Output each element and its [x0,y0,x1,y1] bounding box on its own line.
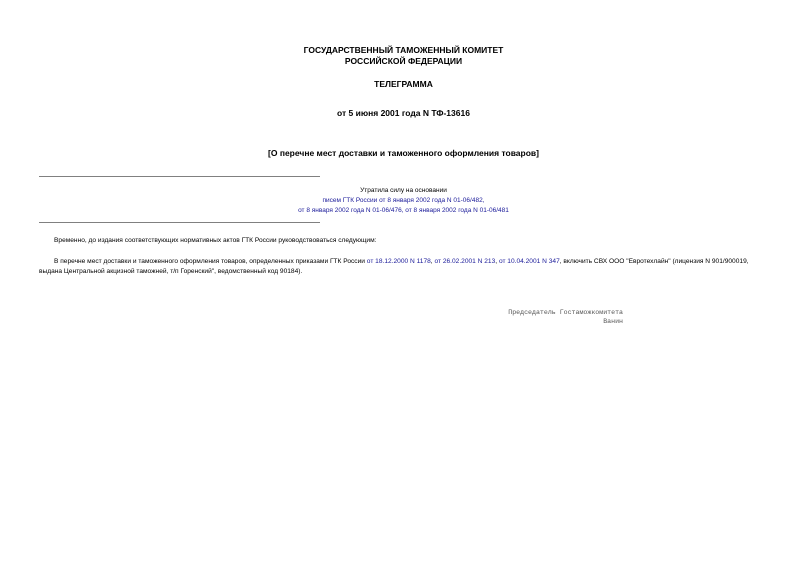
signatory-title: Председатель Гостаможкомитета [508,309,623,316]
separator-1: , [430,258,435,265]
issuer-line1: ГОСУДАРСТВЕННЫЙ ТАМОЖЕННЫЙ КОМИТЕТ [303,45,504,55]
status-link-1[interactable]: писем ГТК России от 8 января 2002 года N 01-06/482, [322,197,485,204]
top-divider [39,176,320,177]
document-subject: [О перечне мест доставки и таможенного оформления товаров] [268,148,539,158]
para2-text-start: В перечне мест доставки и таможенного оформления товаров, определенных приказами ГТК России [54,258,367,265]
signatory-name: Ванин [603,318,623,325]
separator-2: , [495,258,499,265]
status-link-2[interactable]: от 8 января 2002 года N 01-06/476, от 8 января 2002 года N 01-06/481 [298,207,509,214]
order-link-213[interactable]: от 26.02.2001 N 213 [434,258,496,265]
body-paragraph-2 [39,257,772,277]
order-link-347[interactable]: от 10.04.2001 N 347 [498,258,560,265]
para2-text-end: , включить СВХ ООО "Евротехлайн" (лицензия N 901/900019, выдана Центральной акцизной таможней, т/п Горенский", ведомственный код 90184). [39,258,749,275]
document-type: ТЕЛЕГРАММА [374,79,433,89]
order-link-1178[interactable]: от 18.12.2000 N 1178 [366,258,431,265]
issuer-line2: РОССИЙСКОЙ ФЕДЕРАЦИИ [344,56,463,66]
status-note: Утратила силу на основании [360,187,447,194]
document-date: от 5 июня 2001 года N ТФ-13616 [337,108,470,118]
body-paragraph-1: Временно, до издания соответствующих нормативных актов ГТК России руководствоваться следующим: [54,237,377,244]
bottom-divider [39,222,320,223]
